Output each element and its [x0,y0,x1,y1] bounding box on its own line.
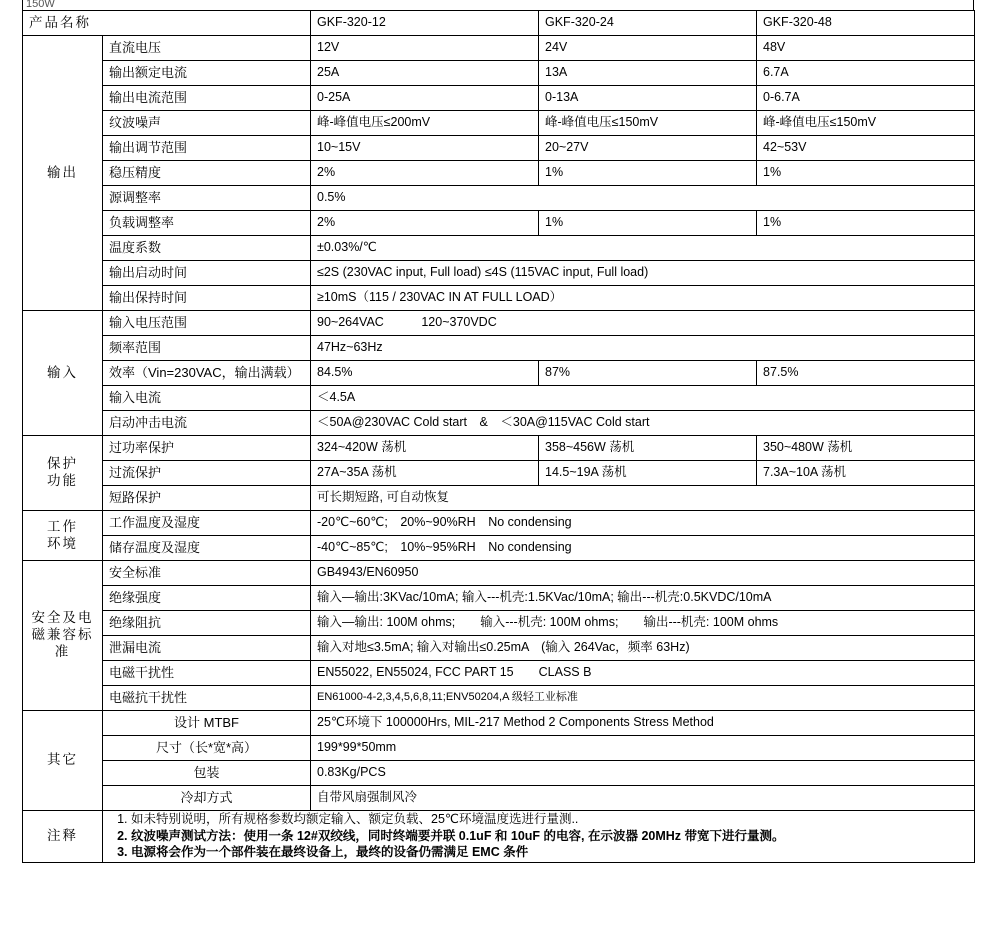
row-label: 效率（Vin=230VAC，输出满载） [103,361,311,386]
row-value: 1% [757,211,975,236]
category-input: 输入 [23,311,103,436]
partial-top-text: 150W [26,0,55,10]
row-value: 峰-峰值电压≤150mV [757,111,975,136]
row-value: -20℃~60℃; 20%~90%RH No condensing [311,511,975,536]
row-label: 储存温度及湿度 [103,536,311,561]
category-line: 环境 [47,535,78,551]
row-value: 90~264VAC 120~370VDC [311,311,975,336]
row-value: 1% [539,211,757,236]
row-value: ＜4.5A [311,386,975,411]
table-row [23,261,975,286]
row-label: 冷却方式 [103,786,311,811]
row-label: 输出额定电流 [103,61,311,86]
row-label: 输出保持时间 [103,286,311,311]
notes-content [103,811,975,863]
row-label: 工作温度及湿度 [103,511,311,536]
row-label: 输出电流范围 [103,86,311,111]
table-row [23,386,975,411]
category-line: 磁兼容标 [31,627,94,643]
row-value: 2% [311,211,539,236]
table-row [23,536,975,561]
table-row [23,561,975,586]
category-output: 输出 [23,36,103,311]
row-label: 输出启动时间 [103,261,311,286]
row-value: 峰-峰值电压≤200mV [311,111,539,136]
category-line: 功能 [47,473,78,488]
row-label: 尺寸（长*宽*高） [103,736,311,761]
row-value: 输入—输出:3KVac/10mA; 输入---机壳:1.5KVac/10mA; 输出---机壳:0.5KVDC/10mA [311,586,975,611]
row-label: 短路保护 [103,486,311,511]
category-safety-emc [23,561,103,711]
table-row [23,636,975,661]
row-value: 47Hz~63Hz [311,336,975,361]
row-label: 包装 [103,761,311,786]
row-value: 0-13A [539,86,757,111]
table-row [23,511,975,536]
row-value: 84.5% [311,361,539,386]
row-label: 安全标准 [103,561,311,586]
row-label: 温度系数 [103,236,311,261]
row-label: 源调整率 [103,186,311,211]
row-value: ≤2S (230VAC input, Full load) ≤4S (115VAC input, Full load) [311,261,975,286]
row-value: 350~480W 荡机 [757,436,975,461]
header-product-name: 产品名称 [23,11,311,36]
category-line: 保护 [47,456,78,472]
row-label: 稳压精度 [103,161,311,186]
row-value: 7.3A~10A 荡机 [757,461,975,486]
table-row [23,436,975,461]
header-model-1: GKF-320-12 [311,11,539,36]
page-top-border [22,0,974,10]
table-row [23,186,975,211]
row-label: 过功率保护 [103,436,311,461]
category-environment [23,511,103,561]
row-label: 直流电压 [103,36,311,61]
row-value: 48V [757,36,975,61]
row-value: 20~27V [539,136,757,161]
row-value: ≥10mS（115 / 230VAC IN AT FULL LOAD） [311,286,975,311]
row-label: 纹波噪声 [103,111,311,136]
table-row [23,736,975,761]
table-row [23,236,975,261]
header-model-3: GKF-320-48 [757,11,975,36]
row-label: 泄漏电流 [103,636,311,661]
row-value: 87% [539,361,757,386]
row-value: 25A [311,61,539,86]
row-value: 10~15V [311,136,539,161]
row-label: 输入电流 [103,386,311,411]
list-item: 3. 电源将会作为一个部件装在最终设备上，最终的设备仍需满足 EMC 条件 [131,845,968,861]
row-value: GB4943/EN60950 [311,561,975,586]
category-line: 安全及电 [31,610,94,626]
row-value: 42~53V [757,136,975,161]
row-value: 1% [539,161,757,186]
category-other: 其它 [23,711,103,811]
row-label: 绝缘强度 [103,586,311,611]
table-header-row [23,11,975,36]
row-value: EN55022, EN55024, FCC PART 15 CLASS B [311,661,975,686]
row-label: 绝缘阻抗 [103,611,311,636]
row-value: 199*99*50mm [311,736,975,761]
row-value: ±0.03%/℃ [311,236,975,261]
row-value: ＜50A@230VAC Cold start & ＜30A@115VAC Cold start [311,411,975,436]
row-label: 设计 MTBF [103,711,311,736]
row-label: 负载调整率 [103,211,311,236]
row-value: 可长期短路, 可自动恢复 [311,486,975,511]
header-model-2: GKF-320-24 [539,11,757,36]
table-row [23,761,975,786]
row-label: 输入电压范围 [103,311,311,336]
table-row [23,361,975,386]
row-label: 电磁抗干扰性 [103,686,311,711]
table-row [23,61,975,86]
list-item: 2. 纹波噪声测试方法：使用一条 12#双绞线，同时终端要并联 0.1uF 和 10uF 的电容, 在示波器 20MHz 带宽下进行量测。 [131,829,968,845]
row-label: 启动冲击电流 [103,411,311,436]
row-value: 0.83Kg/PCS [311,761,975,786]
row-value: 87.5% [757,361,975,386]
table-row [23,611,975,636]
table-row [23,586,975,611]
row-value: 27A~35A 荡机 [311,461,539,486]
category-line: 工作 [47,518,78,534]
list-item: 1. 如未特别说明，所有规格参数均额定输入、额定负载、25℃环境温度选进行量测.. [131,812,968,828]
row-value: 358~456W 荡机 [539,436,757,461]
table-row [23,161,975,186]
row-value: 6.7A [757,61,975,86]
row-value: 峰-峰值电压≤150mV [539,111,757,136]
notes-label: 注释 [23,811,103,863]
row-value: 2% [311,161,539,186]
row-value: 24V [539,36,757,61]
specification-table [22,10,975,863]
table-row [23,686,975,711]
table-row [23,336,975,361]
row-value: 0-6.7A [757,86,975,111]
notes-row [23,811,975,863]
table-row [23,111,975,136]
row-value: 0.5% [311,186,975,211]
category-protection [23,436,103,511]
row-value: 1% [757,161,975,186]
row-value: 13A [539,61,757,86]
row-label: 电磁干扰性 [103,661,311,686]
category-line: 准 [54,643,71,659]
row-value: 25℃环境下 100000Hrs, MIL-217 Method 2 Components Stress Method [311,711,975,736]
row-value: EN61000-4-2,3,4,5,6,8,11;ENV50204,A 级轻工业标准 [311,686,975,711]
row-value: 14.5~19A 荡机 [539,461,757,486]
row-value: 自带风扇强制风冷 [311,786,975,811]
table-row [23,661,975,686]
table-row [23,211,975,236]
row-value: 0-25A [311,86,539,111]
row-value: 输入对地≤3.5mA; 输入对输出≤0.25mA (输入 264Vac，频率 63Hz) [311,636,975,661]
table-row [23,286,975,311]
table-row [23,461,975,486]
row-value: -40℃~85℃; 10%~95%RH No condensing [311,536,975,561]
table-row [23,86,975,111]
table-row [23,486,975,511]
table-row [23,311,975,336]
row-value: 12V [311,36,539,61]
table-row [23,36,975,61]
table-row [23,136,975,161]
row-label: 频率范围 [103,336,311,361]
table-row [23,711,975,736]
row-label: 输出调节范围 [103,136,311,161]
row-value: 输入—输出: 100M ohms; 输入---机壳: 100M ohms; 输出---机壳: 100M ohms [311,611,975,636]
table-row [23,786,975,811]
row-value: 324~420W 荡机 [311,436,539,461]
table-row [23,411,975,436]
row-label: 过流保护 [103,461,311,486]
